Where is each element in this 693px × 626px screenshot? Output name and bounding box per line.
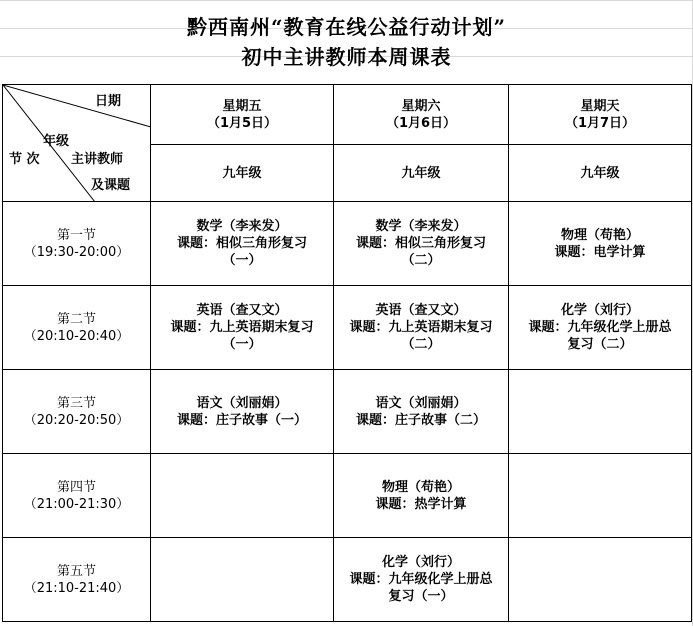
period-name: 第四节 — [56, 479, 96, 495]
course-subject-teacher: 数学（李来发） — [196, 219, 288, 234]
course-cell-sunday — [509, 286, 692, 370]
course-label: 及课题 — [91, 178, 131, 193]
course-topic-line: 课题：相似三角形复习 — [176, 236, 307, 251]
course-topic-line: 课题：九年级化学上册总 — [528, 320, 672, 335]
day-header-sunday — [509, 85, 692, 145]
period-row — [3, 538, 692, 622]
course-subject-teacher: 化学（刘行） — [560, 303, 639, 318]
grade-label: 年级 — [43, 134, 70, 149]
date-label: 日期 — [95, 94, 122, 109]
empty-cell — [151, 454, 334, 538]
course-topic-line: 复习（一） — [388, 589, 454, 604]
course-topic-line: 课题：九年级化学上册总 — [349, 572, 493, 587]
grade-cell-saturday: 九年级 — [334, 145, 509, 202]
course-topic-line: 课题：庄子故事（一） — [176, 412, 307, 428]
course-topic-line: 复习（二） — [567, 337, 633, 352]
period-time: （19:30-20:00） — [23, 244, 130, 260]
period-label: 节 次 — [9, 152, 40, 167]
empty-cell — [509, 538, 692, 622]
course-cell-friday — [151, 370, 334, 454]
empty-cell — [151, 538, 334, 622]
course-topic-line: 课题：九上英语期末复习 — [349, 320, 493, 335]
teacher-label: 主讲教师 — [71, 152, 124, 167]
day-date: （1月7日） — [564, 115, 636, 131]
course-subject-teacher: 物理（苟艳） — [560, 227, 639, 243]
course-subject-teacher: 语文（刘丽娟） — [196, 395, 288, 411]
schedule-table — [2, 84, 692, 622]
period-time: （21:10-21:40） — [23, 580, 130, 596]
day-header-saturday — [334, 85, 509, 145]
day-header-row — [3, 85, 692, 145]
course-subject-teacher: 语文（刘丽娟） — [375, 395, 467, 411]
period-name: 第一节 — [56, 227, 96, 243]
title-line-1: 黔西南州“教育在线公益行动计划” — [186, 15, 506, 39]
course-topic-line: 课题：庄子故事（二） — [355, 412, 486, 428]
course-topic-line: （一） — [222, 337, 262, 352]
course-topic-line: 课题：相似三角形复习 — [355, 236, 486, 251]
period-cell — [3, 454, 151, 538]
period-name: 第五节 — [56, 563, 96, 579]
course-topic-line: （二） — [401, 253, 441, 268]
empty-cell — [509, 454, 692, 538]
period-time: （20:10-20:40） — [23, 328, 130, 344]
course-cell-sunday — [509, 202, 692, 286]
period-time: （21:00-21:30） — [23, 496, 130, 512]
period-row — [3, 454, 692, 538]
period-row — [3, 286, 692, 370]
course-cell-friday — [151, 286, 334, 370]
schedule-title — [0, 0, 693, 84]
course-topic-line: 课题：电学计算 — [554, 244, 646, 260]
course-topic-line: （一） — [222, 253, 262, 268]
course-cell-saturday — [334, 202, 509, 286]
course-subject-teacher: 英语（查又文） — [196, 303, 288, 318]
course-cell-saturday — [334, 538, 509, 622]
course-topic-line: 课题：热学计算 — [375, 496, 467, 512]
day-name: 星期天 — [580, 98, 620, 114]
empty-cell — [509, 370, 692, 454]
course-topic-line: （二） — [401, 337, 441, 352]
period-row — [3, 370, 692, 454]
period-cell — [3, 202, 151, 286]
course-subject-teacher: 数学（李来发） — [375, 219, 467, 234]
grade-cell-friday: 九年级 — [151, 145, 334, 202]
course-subject-teacher: 化学（刘行） — [381, 555, 460, 570]
schedule-rows — [3, 202, 692, 622]
day-header-friday — [151, 85, 334, 145]
period-cell — [3, 286, 151, 370]
period-row — [3, 202, 692, 286]
course-cell-friday — [151, 202, 334, 286]
period-cell — [3, 370, 151, 454]
course-subject-teacher: 物理（苟艳） — [381, 479, 460, 495]
course-subject-teacher: 英语（查又文） — [375, 303, 467, 318]
day-name: 星期六 — [401, 98, 441, 114]
course-topic-line: 课题：九上英语期末复习 — [170, 320, 314, 335]
course-cell-saturday — [334, 370, 509, 454]
period-cell — [3, 538, 151, 622]
day-date: （1月5日） — [206, 115, 278, 131]
period-time: （20:20-20:50） — [23, 412, 130, 428]
diagonal-header-cell — [3, 85, 151, 202]
day-name: 星期五 — [222, 98, 262, 114]
day-date: （1月6日） — [385, 115, 457, 131]
period-name: 第三节 — [56, 395, 96, 411]
title-line-2: 初中主讲教师本周课表 — [241, 45, 452, 69]
grade-cell-sunday: 九年级 — [509, 145, 692, 202]
period-name: 第二节 — [56, 311, 96, 327]
course-cell-saturday — [334, 454, 509, 538]
course-cell-saturday — [334, 286, 509, 370]
